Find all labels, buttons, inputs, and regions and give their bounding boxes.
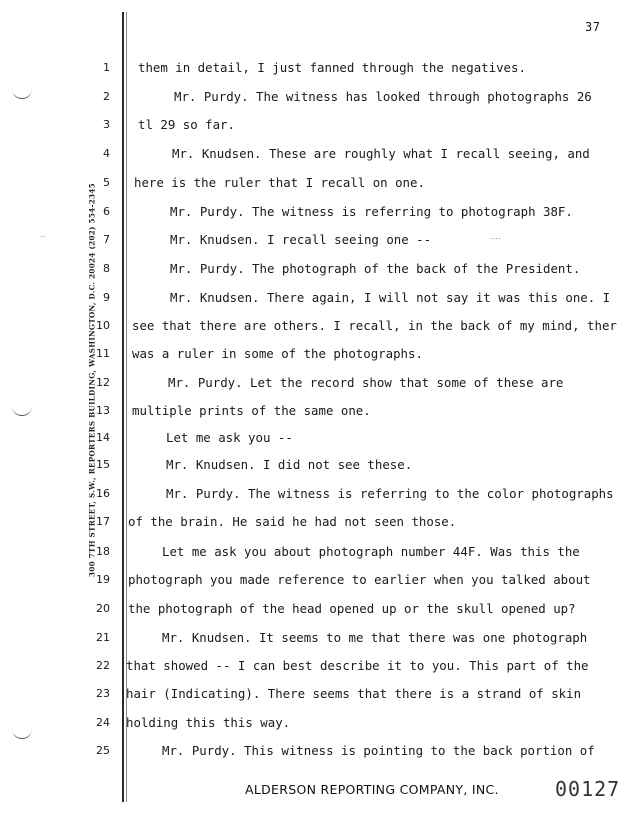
transcript-line <box>0 714 637 734</box>
transcript-line <box>0 513 637 533</box>
transcript-line <box>0 742 637 762</box>
line-text: Mr. Knudsen. I recall seeing one -- <box>170 232 432 247</box>
reporting-company: ALDERSON REPORTING COMPANY, INC. <box>245 782 499 797</box>
transcript-line <box>0 374 637 394</box>
line-text: Let me ask you -- <box>166 430 293 445</box>
transcript-line <box>0 231 637 251</box>
line-number: 22 <box>96 659 110 672</box>
line-number: 21 <box>96 631 110 644</box>
line-text: Let me ask you about photograph number 44F. Was this the <box>162 544 580 559</box>
line-text: Mr. Purdy. Let the record show that some of these are <box>168 375 564 390</box>
line-text: hair (Indicating). There seems that there is a strand of skin <box>126 686 582 701</box>
line-text: that showed -- I can best describe it to you. This part of the <box>126 658 589 673</box>
line-text: them in detail, I just fanned through the negatives. <box>138 60 526 75</box>
line-text: Mr. Purdy. This witness is pointing to the back portion of <box>162 743 595 758</box>
transcript-line <box>0 657 637 677</box>
bates-number: 00127 <box>555 777 621 801</box>
line-text: the photograph of the head opened up or the skull opened up? <box>128 601 576 616</box>
line-number: 16 <box>96 487 110 500</box>
transcript-line <box>0 685 637 705</box>
line-text: Mr. Knudsen. I did not see these. <box>166 457 413 472</box>
transcript-line <box>0 260 637 280</box>
line-number: 6 <box>103 205 110 218</box>
transcript-line <box>0 485 637 505</box>
line-text: Mr. Purdy. The witness has looked through photographs 26 <box>174 89 592 104</box>
line-number: 10 <box>96 319 110 332</box>
transcript-line <box>0 600 637 620</box>
transcript-line <box>0 456 637 476</box>
transcript-line <box>0 317 637 337</box>
line-number: 15 <box>96 458 110 471</box>
line-number: 8 <box>103 262 110 275</box>
line-number: 9 <box>103 291 110 304</box>
line-text: tl 29 so far. <box>138 117 235 132</box>
line-text: Mr. Knudsen. It seems to me that there was one photograph <box>162 630 588 645</box>
line-number: 19 <box>96 573 110 586</box>
transcript-line <box>0 629 637 649</box>
transcript-line <box>0 116 637 136</box>
transcript-line <box>0 571 637 591</box>
line-number: 1 <box>103 61 110 74</box>
line-text: holding this this way. <box>126 715 291 730</box>
line-text: photograph you made reference to earlier when you talked about <box>128 572 591 587</box>
scan-speck: ‥ <box>40 230 46 239</box>
line-number: 12 <box>96 376 110 389</box>
line-number: 3 <box>103 118 110 131</box>
line-text: multiple prints of the same one. <box>132 403 371 418</box>
line-number: 5 <box>103 176 110 189</box>
transcript-line <box>0 543 637 563</box>
transcript-line <box>0 345 637 365</box>
transcript-line <box>0 59 637 79</box>
line-number: 4 <box>103 147 110 160</box>
line-text: of the brain. He said he had not seen those. <box>128 514 457 529</box>
transcript-line <box>0 203 637 223</box>
transcript-line <box>0 289 637 309</box>
line-number: 17 <box>96 515 110 528</box>
line-number: 7 <box>103 233 110 246</box>
line-number: 2 <box>103 90 110 103</box>
line-text: Mr. Purdy. The photograph of the back of the President. <box>170 261 581 276</box>
line-text: Mr. Purdy. The witness is referring to photograph 38F. <box>170 204 573 219</box>
line-text: Mr. Knudsen. These are roughly what I recall seeing, and <box>172 146 590 161</box>
transcript-line <box>0 145 637 165</box>
transcript-line <box>0 429 637 449</box>
line-number: 23 <box>96 687 110 700</box>
line-text: Mr. Knudsen. There again, I will not say it was this one. I <box>170 290 611 305</box>
scan-speck: ‥‥ <box>490 232 501 241</box>
line-number: 24 <box>96 716 110 729</box>
line-text: see that there are others. I recall, in the back of my mind, ther <box>132 318 617 333</box>
line-number: 20 <box>96 602 110 615</box>
line-text: was a ruler in some of the photographs. <box>132 346 423 361</box>
page-number: 37 <box>585 20 601 34</box>
transcript-line <box>0 174 637 194</box>
line-number: 11 <box>96 347 110 360</box>
line-number: 25 <box>96 744 110 757</box>
line-number: 18 <box>96 545 110 558</box>
transcript-line <box>0 88 637 108</box>
reporter-address: 300 7TH STREET, S.W., REPORTERS BUILDING, WASHINGTON, D.C. 20024 (202) 554-2345 <box>87 183 97 577</box>
line-text: Mr. Purdy. The witness is referring to the color photographs <box>166 486 614 501</box>
line-text: here is the ruler that I recall on one. <box>134 175 425 190</box>
transcript-line <box>0 402 637 422</box>
line-number: 14 <box>96 431 110 444</box>
line-number: 13 <box>96 404 110 417</box>
